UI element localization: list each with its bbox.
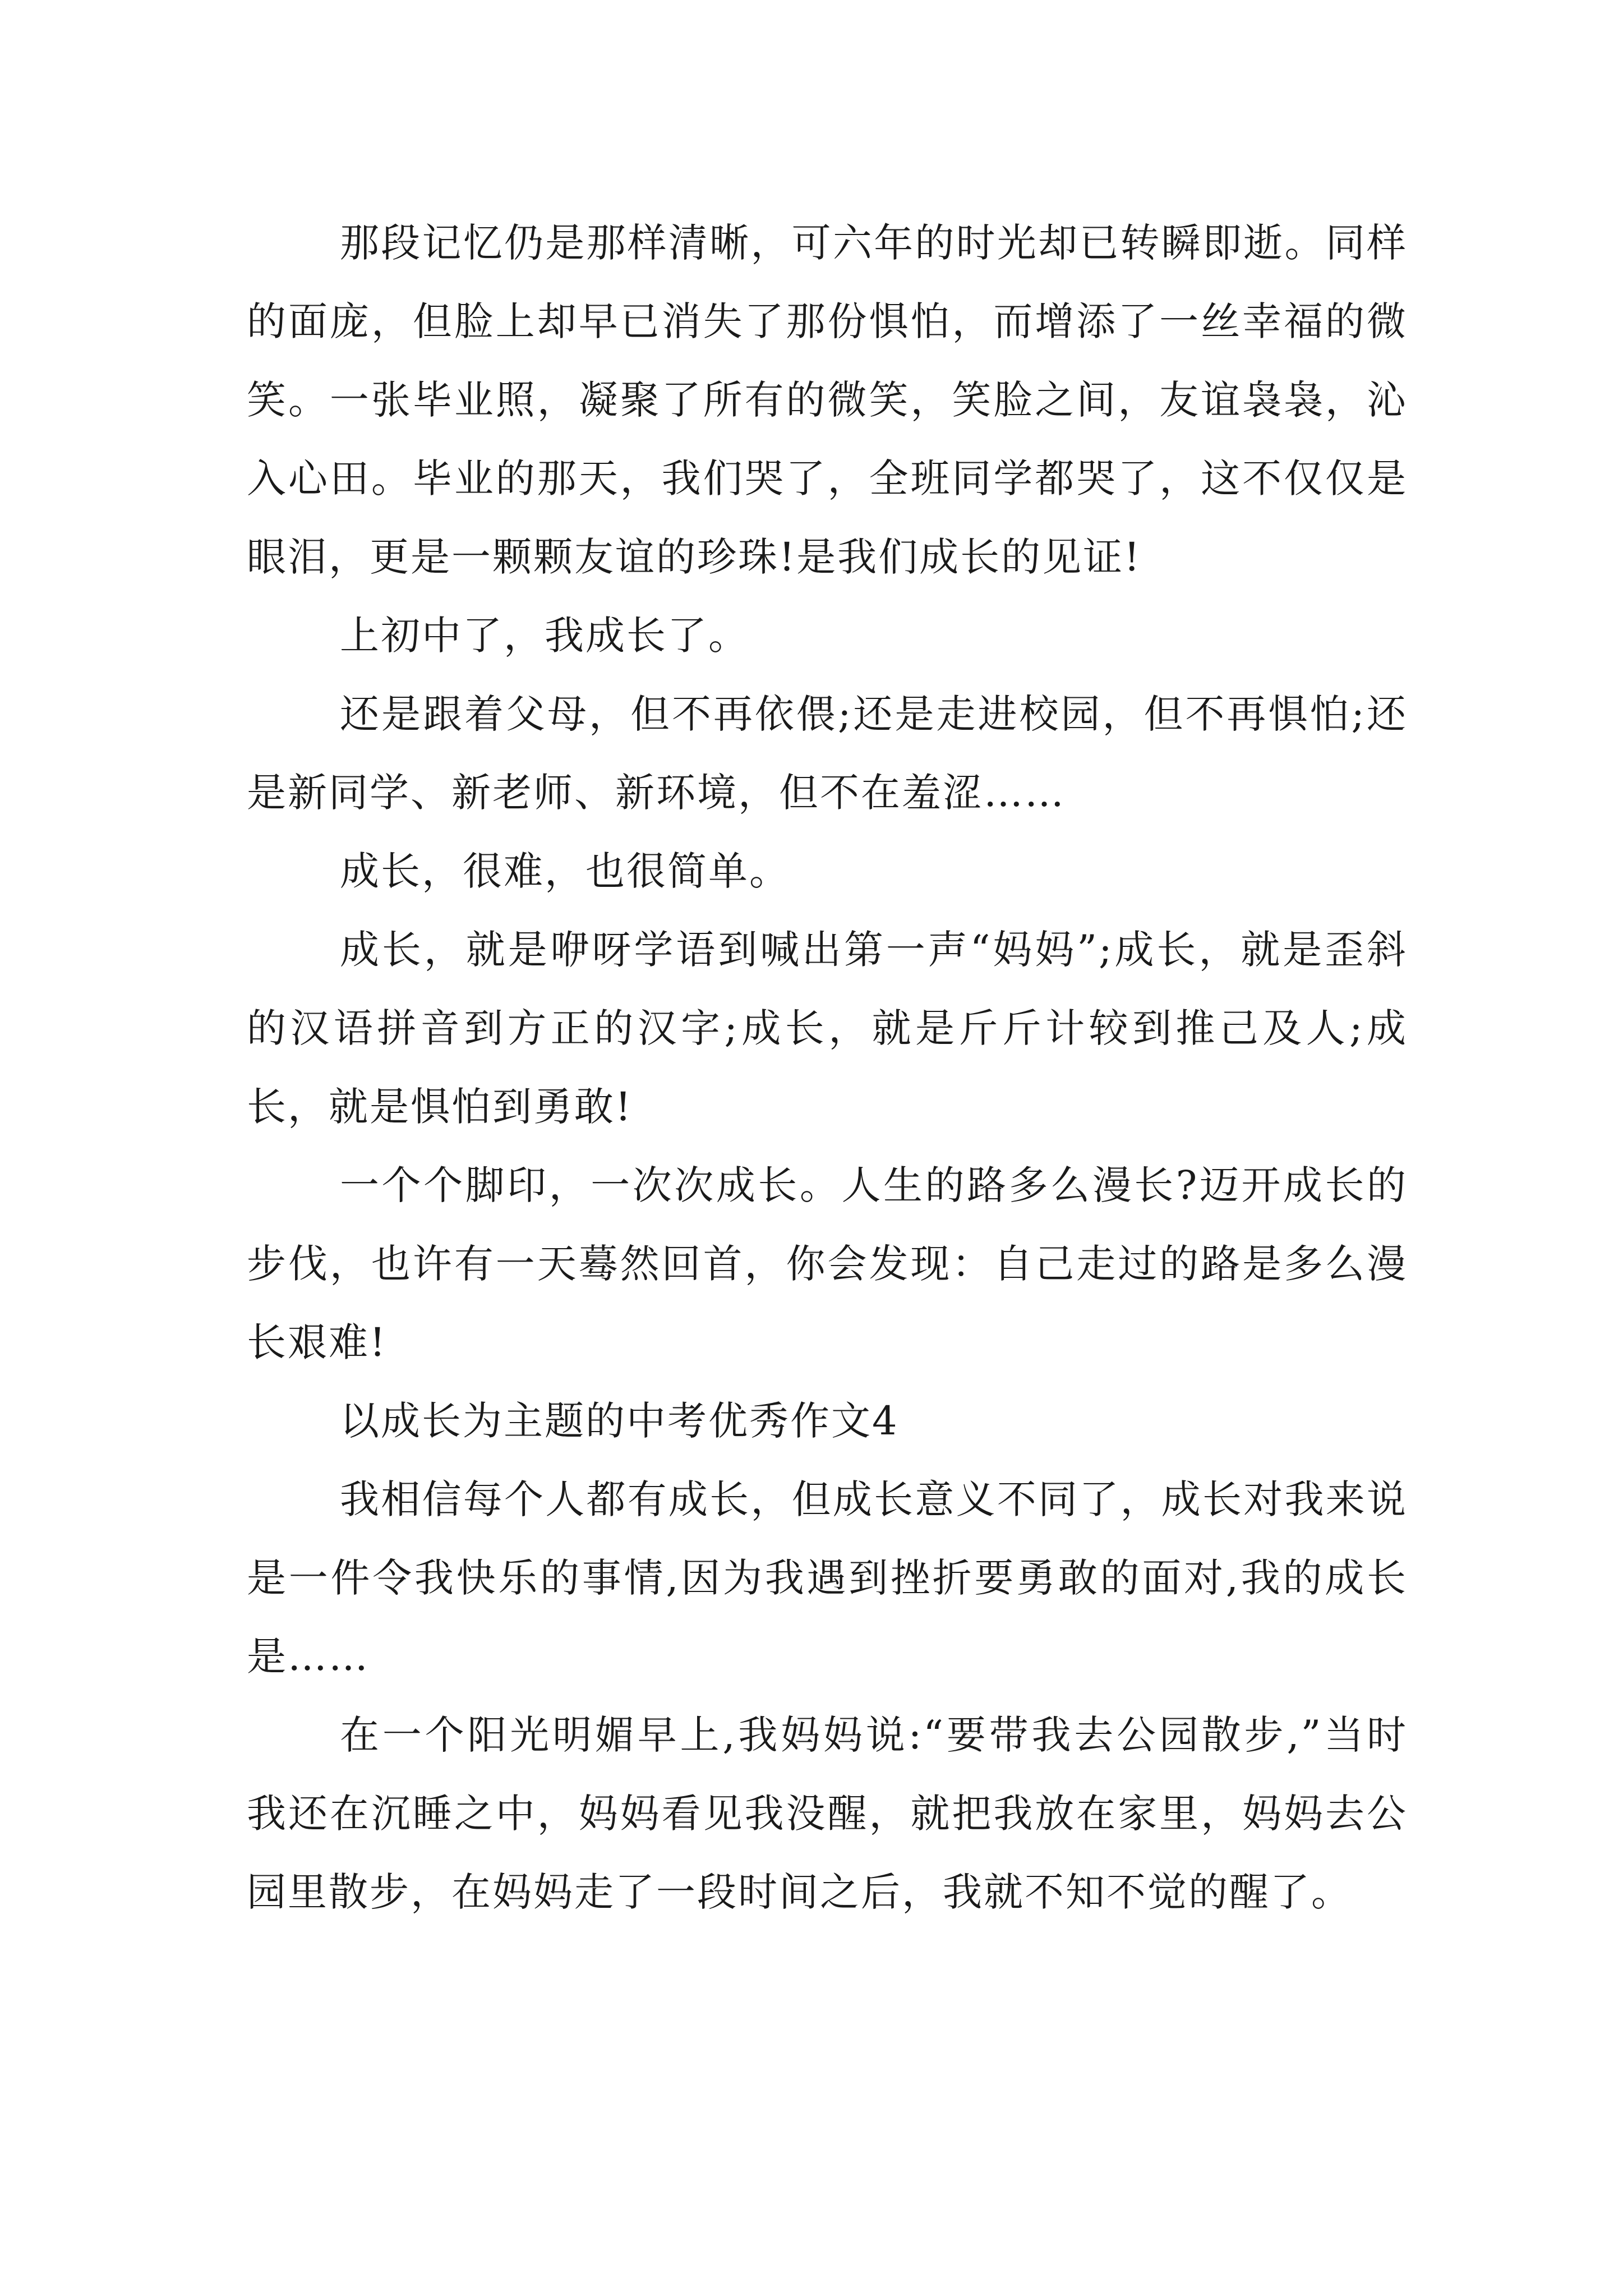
paragraph: 在一个阳光明媚早上,我妈妈说:“要带我去公园散步,”当时我还在沉睡之中，妈妈看见我没醒，就把我放在家里，妈妈去公园里散步，在妈妈走了一段时间之后，我就不知不觉的醒了。 [247,1712,1408,1915]
paragraph: 成长，就是咿呀学语到喊出第一声“妈妈”;成长，就是歪斜的汉语拼音到方正的汉字;成长，就是斤斤计较到推己及人;成长，就是惧怕到勇敢! [247,927,1408,1130]
paragraph: 那段记忆仍是那样清晰，可六年的时光却已转瞬即逝。同样的面庞，但脸上却早已消失了那份惧怕，而增添了一丝幸福的微笑。一张毕业照，凝聚了所有的微笑，笑脸之间，友谊袅袅，沁入心田。毕业的那天，我们哭了，全班同学都哭了，这不仅仅是眼泪，更是一颗颗友谊的珍珠!是我们成长的见证! [247,220,1408,580]
section-heading: 以成长为主题的中考优秀作文4 [340,1398,899,1444]
paragraph: 成长，很难，也很简单。 [340,848,790,894]
paragraph: 还是跟着父母，但不再依偎;还是走进校园，但不再惧怕;还是新同学、新老师、新环境，但不在羞涩…… [247,691,1408,816]
paragraph: 上初中了，我成长了。 [340,613,749,659]
paragraph: 我相信每个人都有成长，但成长意义不同了，成长对我来说是一件令我快乐的事情,因为我遇到挫折要勇敢的面对,我的成长是…… [247,1476,1408,1680]
paragraph: 一个个脚印，一次次成长。人生的路多么漫长?迈开成长的步伐，也许有一天蓦然回首，你会发现：自己走过的路是多么漫长艰难! [247,1162,1408,1365]
document-body [247,204,1408,1931]
